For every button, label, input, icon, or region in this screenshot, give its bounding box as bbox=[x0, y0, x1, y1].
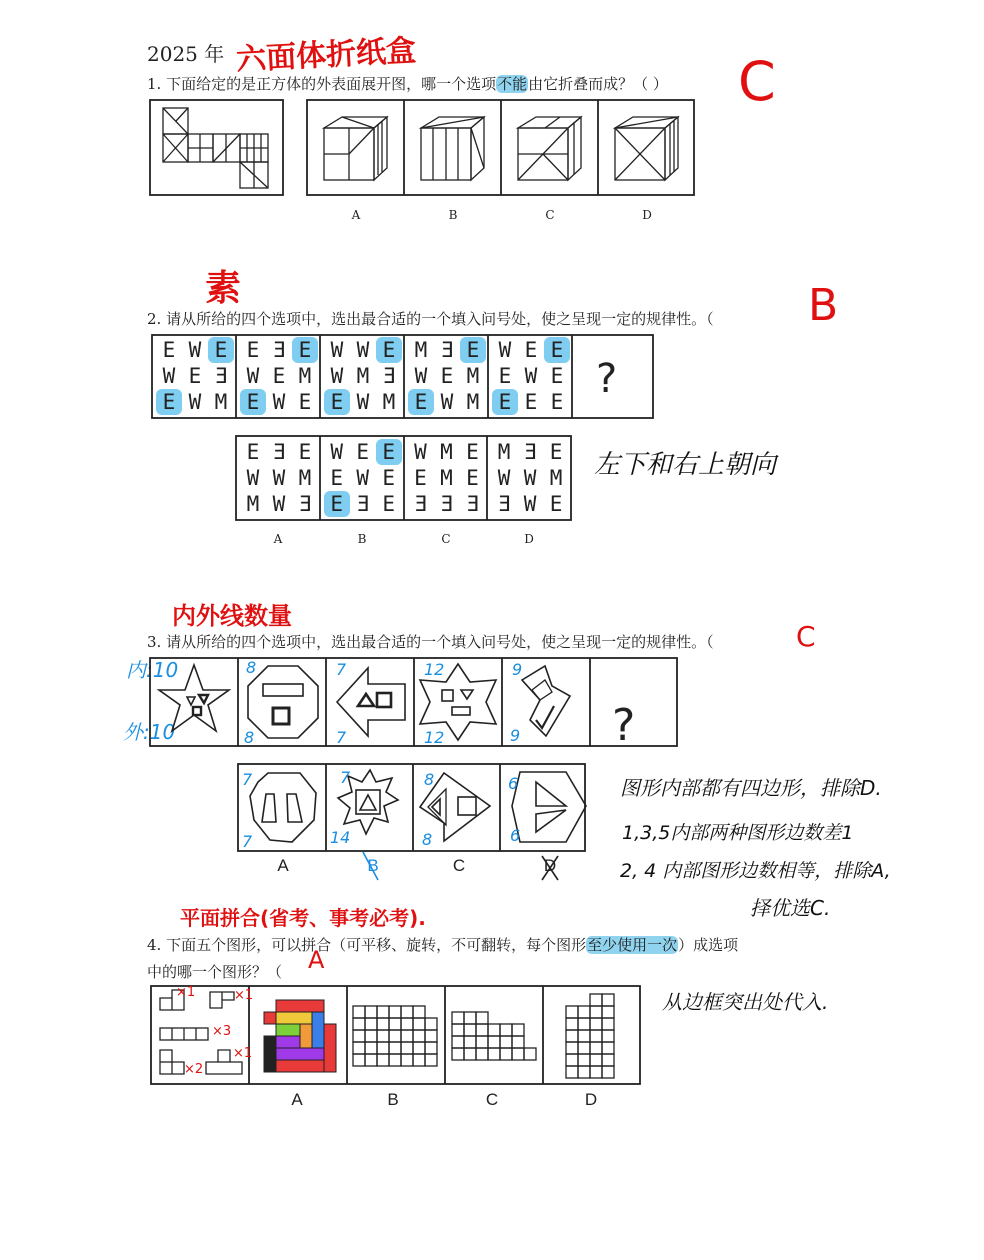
q3-inner-label: 内:10 bbox=[126, 658, 179, 682]
grid-cell bbox=[425, 1054, 437, 1066]
q3-seq-count: 7 bbox=[336, 728, 347, 747]
q3-seq-count: 12 bbox=[424, 660, 445, 679]
q2-choice-cell: W bbox=[272, 492, 286, 516]
q2-seq-cell: E bbox=[240, 389, 266, 415]
q2-option-d: D bbox=[524, 532, 534, 546]
grid-cell bbox=[377, 1030, 389, 1042]
q2-choice-cell: Ǝ bbox=[298, 492, 312, 516]
grid-cell bbox=[566, 1054, 578, 1066]
q2-option-b: B bbox=[357, 532, 367, 546]
q2-choice-cell: E bbox=[414, 466, 427, 490]
q2-seq-cell: E bbox=[524, 338, 538, 362]
grid-cell bbox=[512, 1036, 524, 1048]
q2-seq-cell: E bbox=[208, 337, 234, 363]
q3-opt-count: 7 bbox=[242, 832, 253, 851]
q2-choice-cell: E bbox=[376, 439, 402, 465]
grid-cell bbox=[425, 1030, 437, 1042]
q3-question-mark: ? bbox=[612, 700, 636, 751]
q2-seq-cell: W bbox=[356, 390, 370, 414]
grid-cell bbox=[401, 1054, 413, 1066]
grid-cell bbox=[389, 1054, 401, 1066]
grid-cell bbox=[452, 1048, 464, 1060]
q2-choice-cell: Ǝ bbox=[466, 492, 479, 516]
q3-seq-count: 8 bbox=[244, 728, 255, 747]
q2-seq-cell: W bbox=[356, 338, 370, 362]
q2-choice-cell: Ǝ bbox=[497, 492, 511, 516]
q2-choice-cell: Ǝ bbox=[414, 492, 427, 516]
q2-option-c: C bbox=[441, 532, 451, 546]
q2-seq-cell: E bbox=[408, 389, 434, 415]
q3-opt-count: 8 bbox=[424, 770, 435, 789]
grid-cell bbox=[389, 1006, 401, 1018]
grid-cell bbox=[590, 1066, 602, 1078]
grid-cell bbox=[452, 1024, 464, 1036]
q2-seq-cell: Ǝ bbox=[382, 364, 396, 388]
grid-cell bbox=[365, 1030, 377, 1042]
q4-mult-3: ×3 bbox=[212, 1024, 232, 1039]
q3-seq-count: 9 bbox=[510, 726, 521, 745]
grid-cell bbox=[578, 1054, 590, 1066]
q2-answer: B bbox=[808, 280, 839, 331]
q2-note-label: 素 bbox=[205, 268, 242, 309]
q4-mult-5: ×2 bbox=[184, 1062, 204, 1077]
q4-option-c: C bbox=[485, 1090, 499, 1109]
q3-option-c: C bbox=[452, 856, 466, 875]
q2-choice-cell: E bbox=[246, 440, 260, 464]
grid-cell bbox=[413, 1030, 425, 1042]
grid-cell bbox=[590, 1018, 602, 1030]
q2-choice-cell: E bbox=[466, 466, 479, 490]
grid-cell bbox=[590, 1030, 602, 1042]
q2-choice-cell: W bbox=[523, 466, 537, 490]
q2-seq-cell: E bbox=[492, 389, 518, 415]
q3-option-b: B bbox=[367, 856, 379, 875]
grid-cell bbox=[500, 1036, 512, 1048]
q2-choice-cell: W bbox=[246, 466, 260, 490]
q1-option-a: A bbox=[351, 208, 361, 222]
q2-seq-cell: M bbox=[356, 364, 370, 388]
grid-cell bbox=[602, 1018, 614, 1030]
grid-cell bbox=[566, 1030, 578, 1042]
q2-seq-cell: W bbox=[414, 364, 428, 388]
q4-optC-grid bbox=[452, 1012, 536, 1060]
grid-cell bbox=[566, 1066, 578, 1078]
q2-seq-cell: W bbox=[272, 390, 286, 414]
grid-cell bbox=[452, 1012, 464, 1024]
q4-option-d: D bbox=[584, 1090, 598, 1109]
q4-mult-1: ×1 bbox=[176, 985, 196, 1000]
q2-seq-cell: W bbox=[440, 390, 454, 414]
q4-option-b: B bbox=[387, 1090, 399, 1109]
q4-text: 4. 下面五个图形，可以拼合（可平移、旋转，不可翻转，每个图形至少使用一次）成选项 bbox=[147, 936, 739, 954]
grid-cell bbox=[425, 1042, 437, 1054]
q2-seq-cell: Ǝ bbox=[272, 338, 286, 362]
grid-cell bbox=[413, 1018, 425, 1030]
grid-cell bbox=[578, 1066, 590, 1078]
grid-cell bbox=[566, 1018, 578, 1030]
grid-cell bbox=[578, 1030, 590, 1042]
q2-seq-cell: M bbox=[298, 364, 312, 388]
q2-seq-cell: M bbox=[466, 364, 480, 388]
q1-text: 1. 下面给定的是正方体的外表面展开图，哪一个选项不能由它折叠而成？（ ） bbox=[147, 75, 668, 93]
q3-note-3: 2, 4 内部图形边数相等，排除A, bbox=[620, 860, 891, 882]
q2-seq-cell: W bbox=[498, 338, 512, 362]
q2-option-a: A bbox=[273, 532, 283, 546]
q2-seq-cell: E bbox=[544, 337, 570, 363]
grid-cell bbox=[476, 1012, 488, 1024]
year-heading: 2025 年 bbox=[147, 42, 225, 66]
q2-choice-cell: M bbox=[549, 466, 563, 490]
grid-cell bbox=[590, 1006, 602, 1018]
q2-choice-cell: W bbox=[272, 466, 286, 490]
q2-choice-cell: M bbox=[298, 466, 312, 490]
q3-opt-count: 14 bbox=[330, 828, 351, 847]
grid-cell bbox=[401, 1030, 413, 1042]
q2-seq-cell: E bbox=[376, 337, 402, 363]
q4-mult-4: ×1 bbox=[233, 1046, 253, 1061]
q2-choice-cell: M bbox=[440, 466, 453, 490]
q2-seq-cell: W bbox=[162, 364, 176, 388]
q2-choice-cell: E bbox=[298, 440, 312, 464]
q4-answer: A bbox=[308, 946, 325, 974]
grid-cell bbox=[476, 1036, 488, 1048]
grid-cell bbox=[377, 1054, 389, 1066]
q2-seq-cell: Ǝ bbox=[440, 338, 454, 362]
grid-cell bbox=[578, 1006, 590, 1018]
q2-seq-cell: W bbox=[188, 338, 202, 362]
q4-mult-2: ×1 bbox=[234, 988, 254, 1003]
grid-cell bbox=[602, 1042, 614, 1054]
grid-cell bbox=[365, 1054, 377, 1066]
q2-choice-cell: W bbox=[330, 440, 344, 464]
q4-note: 从边框突出处代入. bbox=[662, 990, 829, 1014]
q4-optA-composite bbox=[264, 1000, 336, 1072]
q2-choice-cell: Ǝ bbox=[440, 492, 453, 516]
q1-option-b: B bbox=[448, 208, 458, 222]
q2-choice-cell: Ǝ bbox=[523, 440, 537, 464]
grid-cell bbox=[377, 1006, 389, 1018]
grid-cell bbox=[602, 1066, 614, 1078]
q2-choice-cell: M bbox=[246, 492, 260, 516]
grid-cell bbox=[500, 1048, 512, 1060]
grid-cell bbox=[602, 1054, 614, 1066]
grid-cell bbox=[488, 1036, 500, 1048]
q3-answer: C bbox=[796, 620, 816, 653]
q2-seq-cell: E bbox=[550, 390, 564, 414]
topic-note: 六面体折纸盒 bbox=[235, 33, 417, 78]
grid-cell bbox=[353, 1018, 365, 1030]
grid-cell bbox=[413, 1042, 425, 1054]
q2-seq-cell: E bbox=[272, 364, 286, 388]
q2-seq-cell: E bbox=[524, 390, 538, 414]
q2-choice-cell: E bbox=[466, 440, 479, 464]
grid-cell bbox=[524, 1048, 536, 1060]
q2-choice-cell: M bbox=[440, 440, 453, 464]
grid-cell bbox=[602, 1030, 614, 1042]
q2-seq-cell: E bbox=[324, 389, 350, 415]
grid-cell bbox=[377, 1042, 389, 1054]
q3-option-a: A bbox=[277, 856, 289, 875]
grid-cell bbox=[377, 1018, 389, 1030]
grid-cell bbox=[353, 1042, 365, 1054]
q3-text: 3. 请从所给的四个选项中，选出最合适的一个填入问号处，使之呈现一定的规律性。（ bbox=[147, 633, 714, 651]
grid-cell bbox=[590, 994, 602, 1006]
q3-seq-count: 8 bbox=[246, 658, 257, 677]
grid-cell bbox=[464, 1036, 476, 1048]
q3-opt-count: 6 bbox=[510, 826, 521, 845]
grid-cell bbox=[488, 1024, 500, 1036]
q3-opt-count: 7 bbox=[242, 770, 253, 789]
q3-note-4: 择优选C. bbox=[750, 896, 831, 920]
grid-cell bbox=[389, 1018, 401, 1030]
q2-choice-cell: E bbox=[549, 492, 563, 516]
q3-opt-count: 7 bbox=[340, 768, 351, 787]
grid-cell bbox=[365, 1006, 377, 1018]
q1-option-d: D bbox=[642, 208, 652, 222]
q3-seq-count: 12 bbox=[424, 728, 445, 747]
q2-seq-cell: M bbox=[414, 338, 428, 362]
grid-cell bbox=[578, 1018, 590, 1030]
grid-cell bbox=[353, 1030, 365, 1042]
q2-choice-cell: Ǝ bbox=[272, 440, 286, 464]
q4-note-label: 平面拼合(省考、事考必考). bbox=[180, 906, 426, 930]
q2-seq-cell: M bbox=[214, 390, 228, 414]
grid-cell bbox=[500, 1024, 512, 1036]
q2-choice-cell: W bbox=[414, 440, 427, 464]
q2-seq-cell: E bbox=[440, 364, 454, 388]
grid-cell bbox=[464, 1024, 476, 1036]
q1-answer: C bbox=[738, 50, 776, 113]
q3-note-1: 图形内部都有四边形，排除D. bbox=[620, 776, 882, 800]
grid-cell bbox=[566, 1006, 578, 1018]
q2-choice-cell: E bbox=[324, 491, 350, 517]
q3-outer-label: 外:10 bbox=[123, 720, 176, 744]
q2-seq-cell: M bbox=[382, 390, 396, 414]
q2-seq-cell: E bbox=[156, 389, 182, 415]
grid-cell bbox=[578, 1042, 590, 1054]
q2-seq-cell: E bbox=[498, 364, 512, 388]
q3-option-d: D bbox=[543, 856, 557, 875]
q2-choice-cell: W bbox=[523, 492, 537, 516]
q2-seq-cell: E bbox=[550, 364, 564, 388]
grid-cell bbox=[452, 1036, 464, 1048]
q2-choice-cell: Ǝ bbox=[356, 492, 370, 516]
grid-cell bbox=[413, 1006, 425, 1018]
grid-cell bbox=[464, 1048, 476, 1060]
grid-cell bbox=[512, 1024, 524, 1036]
q2-seq-cell: W bbox=[188, 390, 202, 414]
q2-question-mark: ? bbox=[596, 356, 618, 402]
q2-seq-cell: W bbox=[330, 364, 344, 388]
grid-cell bbox=[353, 1054, 365, 1066]
q3-opt-count: 6 bbox=[508, 774, 519, 793]
grid-cell bbox=[353, 1006, 365, 1018]
grid-cell bbox=[590, 1042, 602, 1054]
grid-cell bbox=[425, 1018, 437, 1030]
q2-choice-cell: E bbox=[330, 466, 344, 490]
grid-cell bbox=[464, 1012, 476, 1024]
q4-text-line2: 中的哪一个图形？（ bbox=[147, 963, 283, 981]
q2-seq-cell: W bbox=[330, 338, 344, 362]
grid-cell bbox=[488, 1048, 500, 1060]
q2-seq-cell: E bbox=[162, 338, 176, 362]
q1-option-c: C bbox=[545, 208, 555, 222]
grid-cell bbox=[476, 1024, 488, 1036]
grid-cell bbox=[389, 1030, 401, 1042]
q2-choice-cell: E bbox=[382, 466, 396, 490]
q2-seq-cell: M bbox=[466, 390, 480, 414]
q2-seq-cell: E bbox=[298, 390, 312, 414]
grid-cell bbox=[512, 1048, 524, 1060]
grid-cell bbox=[401, 1042, 413, 1054]
q2-seq-cell: E bbox=[292, 337, 318, 363]
q4-optD-grid bbox=[566, 994, 614, 1078]
grid-cell bbox=[602, 994, 614, 1006]
q2-seq-cell: Ǝ bbox=[214, 364, 228, 388]
grid-cell bbox=[476, 1048, 488, 1060]
q2-text: 2. 请从所给的四个选项中，选出最合适的一个填入问号处，使之呈现一定的规律性。（ bbox=[147, 310, 714, 328]
q4-option-a: A bbox=[291, 1090, 303, 1109]
grid-cell bbox=[365, 1042, 377, 1054]
grid-cell bbox=[602, 1006, 614, 1018]
grid-cell bbox=[389, 1042, 401, 1054]
q3-seq-count: 7 bbox=[336, 660, 347, 679]
q4-optB-grid bbox=[353, 1006, 437, 1066]
q2-choice-cell: E bbox=[382, 492, 396, 516]
q3-note-2: 1,3,5内部两种图形边数差1 bbox=[622, 822, 854, 844]
q2-seq-cell: W bbox=[246, 364, 260, 388]
q2-choice-cell: E bbox=[356, 440, 370, 464]
q2-note: 左下和右上朝向 bbox=[594, 450, 777, 480]
q2-seq-cell: E bbox=[460, 337, 486, 363]
q3-note-label: 内外线数量 bbox=[172, 602, 292, 630]
q2-choice-cell: W bbox=[356, 466, 370, 490]
grid-cell bbox=[566, 1042, 578, 1054]
q2-seq-cell: E bbox=[246, 338, 260, 362]
grid-cell bbox=[401, 1018, 413, 1030]
q2-choice-cell: W bbox=[497, 466, 511, 490]
grid-cell bbox=[365, 1018, 377, 1030]
q2-choice-cell: E bbox=[549, 440, 563, 464]
grid-cell bbox=[413, 1054, 425, 1066]
grid-cell bbox=[401, 1006, 413, 1018]
q3-opt-count: 8 bbox=[422, 830, 433, 849]
q2-seq-cell: W bbox=[524, 364, 538, 388]
q3-seq-count: 9 bbox=[512, 660, 523, 679]
q2-seq-cell: E bbox=[188, 364, 202, 388]
q2-choice-cell: M bbox=[497, 440, 511, 464]
grid-cell bbox=[590, 1054, 602, 1066]
